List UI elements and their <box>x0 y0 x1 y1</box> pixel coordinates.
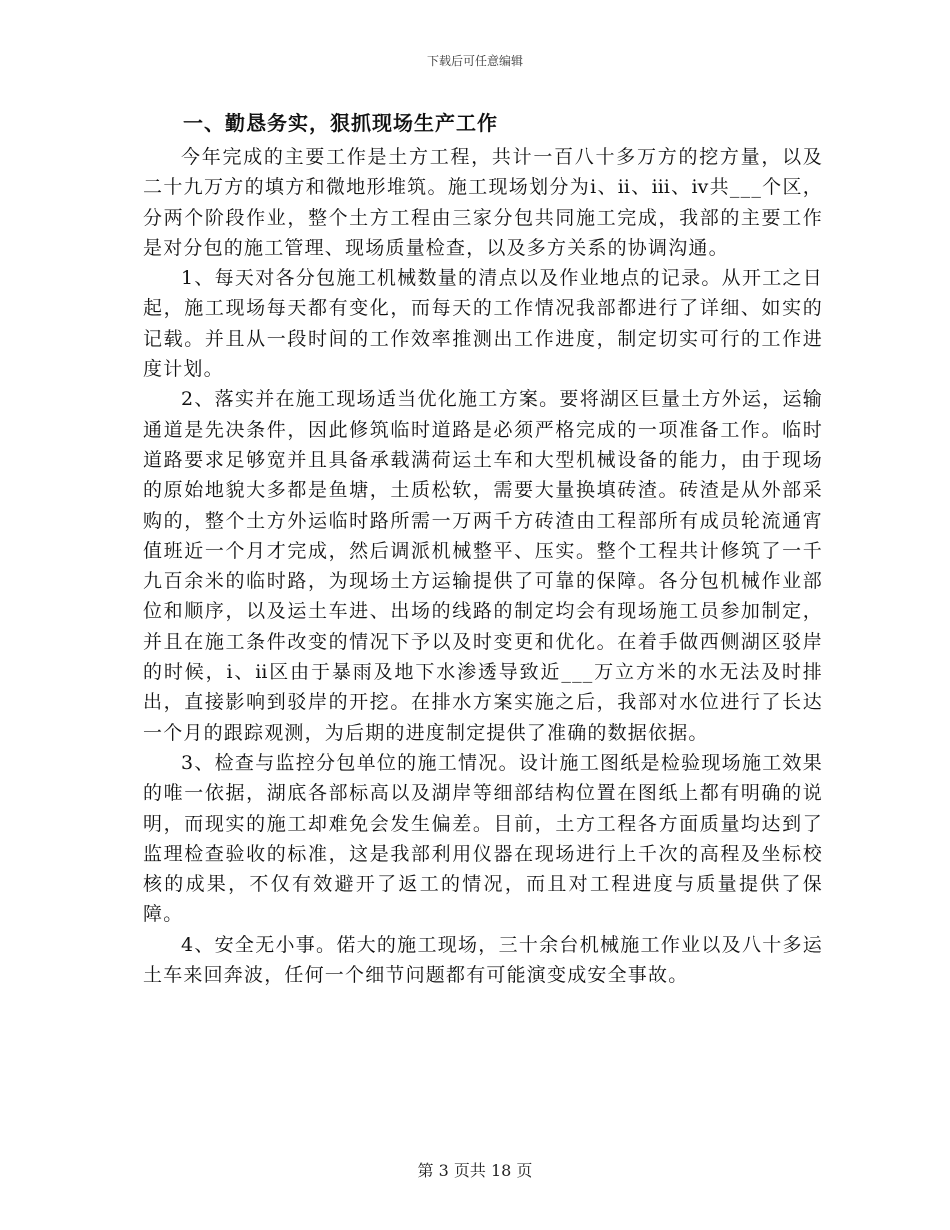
section-heading: 一、勤恳务实，狠抓现场生产工作 <box>183 111 498 135</box>
paragraph-item-3: 3、检查与监控分包单位的施工情况。设计施工图纸是检验现场施工效果的唯一依据，湖底各部标高以及湖岸等细部结构位置在图纸上都有明确的说明，而现实的施工却难免会发生偏差。目前，土方工程各方面质量均达到了监理检查验收的标准，这是我部利用仪器在现场进行上千次的高程及坐标校核的成果，不仅有效避开了返工的情况，而且对工程进度与质量提供了保障。 <box>143 751 823 926</box>
document-body <box>143 108 823 990</box>
paragraph-item-4: 4、安全无小事。偌大的施工现场，三十余台机械施工作业以及八十多运土车来回奔波，任何一个细节问题都有可能演变成安全事故。 <box>143 933 823 987</box>
paragraph-item-2: 2、落实并在施工现场适当优化施工方案。要将湖区巨量土方外运，运输通道是先决条件，因此修筑临时道路是必须严格完成的一项准备工作。临时道路要求足够宽并且具备承载满荷运土车和大型机械设备的能力，由于现场的原始地貌大多都是鱼塘，土质松软，需要大量换填砖渣。砖渣是从外部采购的，整个土方外运临时路所需一万两千方砖渣由工程部所有成员轮流通宵值班近一个月才完成，然后调派机械整平、压实。整个工程共计修筑了一千九百余米的临时路，为现场土方运输提供了可靠的保障。各分包机械作业部位和顺序，以及运土车进、出场的线路的制定均会有现场施工员参加制定，并且在施工条件改变的情况下予以及时变更和优化。在着手做西侧湖区驳岸的时候，ⅰ、ⅱ区由于暴雨及地下水渗透导致近___万立方米的水无法及时排出，直接影响到驳岸的开挖。在排水方案实施之后，我部对水位进行了长达一个月的跟踪观测，为后期的进度制定提供了准确的数据依据。 <box>143 388 823 744</box>
page-header: 下载后可任意编辑 <box>426 54 523 68</box>
page-footer: 第 3 页共 18 页 <box>417 1161 533 1180</box>
paragraph-intro: 今年完成的主要工作是土方工程，共计一百八十多万方的挖方量，以及二十九万方的填方和微地形堆筑。施工现场划分为ⅰ、ⅱ、ⅲ、ⅳ共___个区，分两个阶段作业，整个土方工程由三家分包共同施工完成，我部的主要工作是对分包的施工管理、现场质量检查，以及多方关系的协调沟通。 <box>143 146 823 259</box>
paragraph-item-1: 1、每天对各分包施工机械数量的清点以及作业地点的记录。从开工之日起，施工现场每天都有变化，而每天的工作情况我部都进行了详细、如实的记载。并且从一段时间的工作效率推测出工作进度，制定切实可行的工作进度计划。 <box>143 267 823 381</box>
